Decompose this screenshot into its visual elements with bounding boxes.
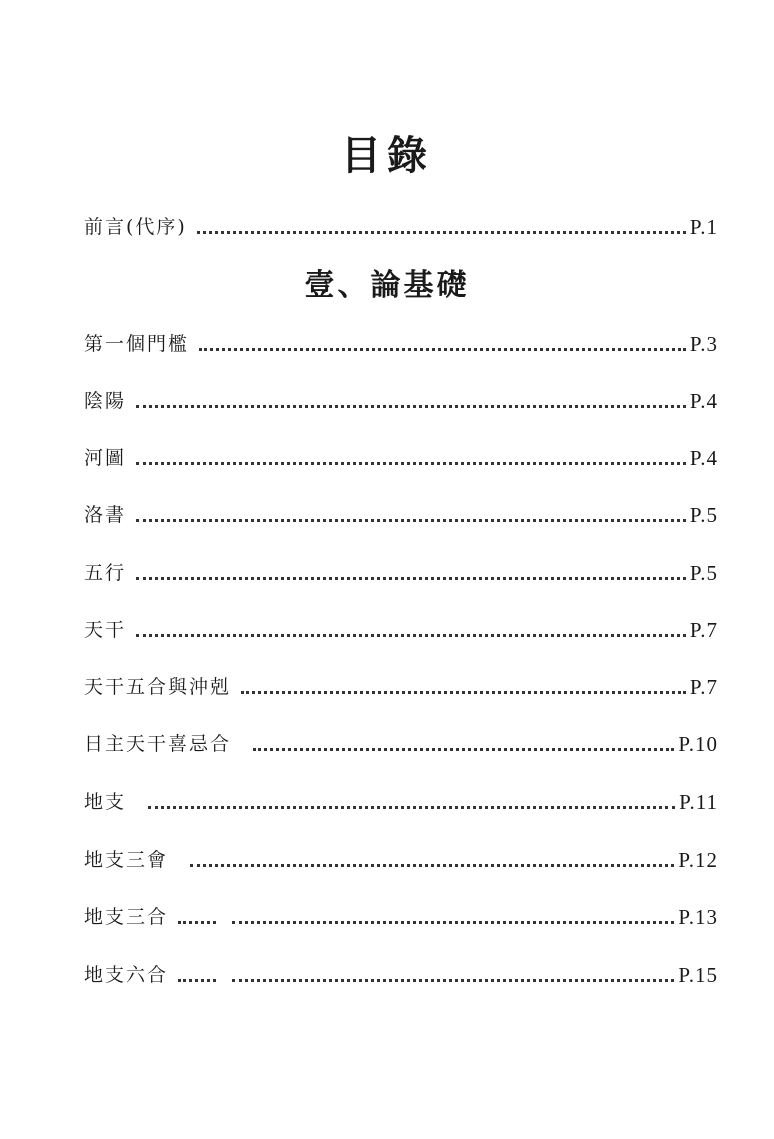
toc-label: 地支三會	[84, 849, 169, 871]
dot-leader	[199, 348, 686, 351]
toc-page-number: P.4	[689, 446, 718, 470]
toc-row[interactable]	[84, 960, 718, 990]
toc-label: 天干五合與沖剋	[84, 676, 232, 698]
toc-row[interactable]	[84, 729, 718, 759]
toc-label: 第一個門檻	[84, 333, 190, 355]
dot-leader-short	[178, 979, 216, 982]
dot-leader	[197, 231, 686, 234]
toc-row[interactable]	[84, 787, 718, 817]
toc-label: 地支三合	[84, 906, 169, 928]
toc-row[interactable]	[84, 386, 718, 416]
toc-row[interactable]	[84, 845, 718, 875]
toc-row[interactable]	[84, 500, 718, 530]
page-title: 目錄	[341, 132, 433, 179]
toc-page-number: P.7	[689, 618, 718, 642]
toc-page-number: P.4	[689, 389, 718, 413]
toc-row[interactable]	[84, 615, 718, 645]
toc-label: 地支	[84, 791, 127, 813]
dot-leader	[232, 921, 674, 924]
toc-label: 日主天干喜忌合	[84, 733, 232, 755]
section-title: 壹、論基礎	[304, 268, 470, 303]
toc-label: 前言(代序)	[84, 216, 187, 238]
toc-row-preface[interactable]	[84, 212, 718, 242]
toc-label: 天干	[84, 619, 127, 641]
toc-page-number: P.15	[678, 963, 718, 987]
dot-leader	[232, 979, 674, 982]
dot-leader	[136, 462, 686, 465]
dot-leader	[136, 634, 686, 637]
toc-label: 五行	[84, 562, 127, 584]
dot-leader-short	[178, 921, 216, 924]
dot-leader	[241, 691, 686, 694]
toc-page-number: P.11	[679, 790, 718, 814]
toc-row[interactable]	[84, 902, 718, 932]
toc-label: 地支六合	[84, 964, 169, 986]
toc-page-number: P.1	[689, 215, 718, 239]
toc-page-number: P.12	[678, 848, 718, 872]
dot-leader	[190, 864, 674, 867]
dot-leader	[136, 577, 686, 580]
toc-row[interactable]	[84, 329, 718, 359]
toc-page-number: P.7	[689, 675, 718, 699]
dot-leader	[136, 519, 686, 522]
dot-leader	[148, 806, 675, 809]
toc-page-number: P.3	[689, 332, 718, 356]
toc-page-number: P.5	[689, 561, 718, 585]
toc-page-number: P.5	[689, 503, 718, 527]
toc-label: 河圖	[84, 447, 127, 469]
toc-label: 陰陽	[84, 390, 127, 412]
toc-row[interactable]	[84, 558, 718, 588]
toc-page-number: P.13	[678, 905, 718, 929]
toc-row[interactable]	[84, 672, 718, 702]
dot-leader	[253, 748, 674, 751]
toc-page-number: P.10	[678, 732, 718, 756]
toc-label: 洛書	[84, 504, 127, 526]
dot-leader	[136, 405, 686, 408]
toc-row[interactable]	[84, 443, 718, 473]
